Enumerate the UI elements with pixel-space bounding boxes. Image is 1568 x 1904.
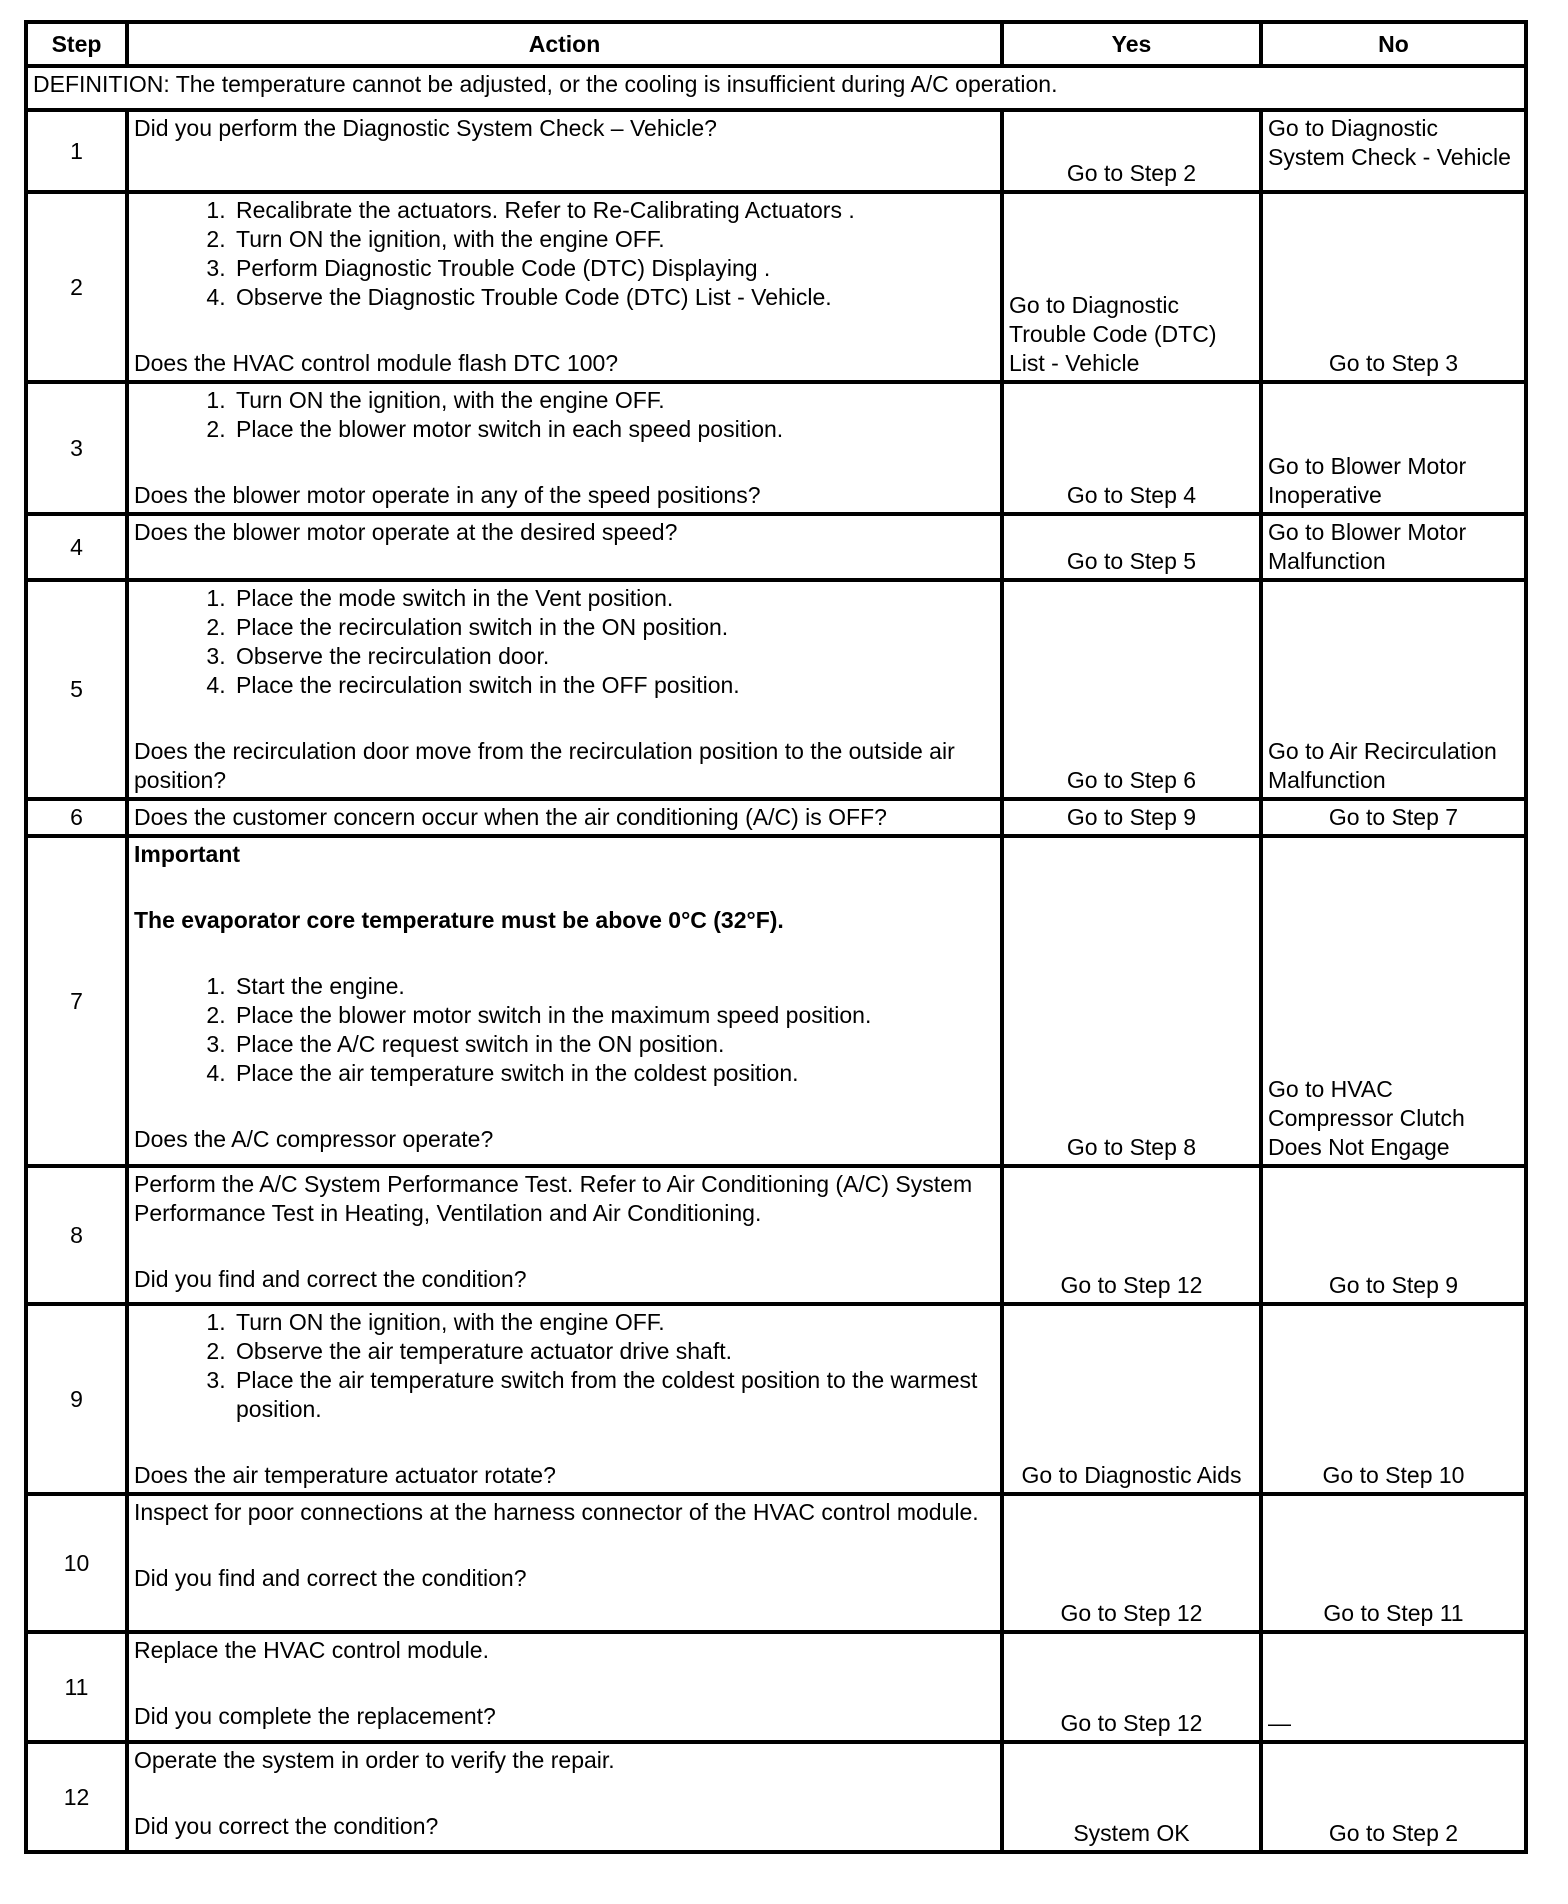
step-question: Did you perform the Diagnostic System Check – Vehicle? (134, 115, 717, 141)
yes-result[interactable]: Go to Step 2 (1002, 110, 1261, 192)
important-note: The evaporator core temperature must be above 0°C (32°F). (134, 907, 784, 933)
header-step: Step (26, 22, 127, 66)
step-number: 7 (26, 836, 127, 1166)
procedure-item: 3. Observe the recirculation door. (232, 642, 995, 671)
action-cell (127, 1742, 1002, 1852)
yes-result[interactable]: Go to Step 12 (1002, 1166, 1261, 1304)
table-row (26, 1304, 1526, 1494)
table-row (26, 1166, 1526, 1304)
action-cell (127, 192, 1002, 382)
no-result[interactable]: Go to Air Recirculation Malfunction (1261, 580, 1526, 799)
yes-result[interactable]: Go to Step 9 (1002, 799, 1261, 836)
header-row (26, 22, 1526, 66)
procedure-item: 2. Turn ON the ignition, with the engine OFF. (232, 225, 995, 254)
yes-result[interactable]: Go to Diagnostic Aids (1002, 1304, 1261, 1494)
step-question: Does the A/C compressor operate? (134, 1126, 494, 1152)
step-number: 10 (26, 1494, 127, 1632)
step-question: Does the HVAC control module flash DTC 100? (134, 350, 619, 376)
no-result[interactable]: Go to Step 9 (1261, 1166, 1526, 1304)
procedure-list (134, 584, 995, 700)
step-question: Does the blower motor operate at the desired speed? (134, 519, 678, 545)
header-yes: Yes (1002, 22, 1261, 66)
procedure-item: 3. Place the A/C request switch in the ON position. (232, 1030, 995, 1059)
procedure-item: 2. Observe the air temperature actuator drive shaft. (232, 1337, 995, 1366)
no-result[interactable]: Go to Blower Motor Malfunction (1261, 514, 1526, 580)
procedure-item: 1. Recalibrate the actuators. Refer to Re-Calibrating Actuators . (232, 196, 995, 225)
no-result[interactable]: Go to Step 11 (1261, 1494, 1526, 1632)
table-row (26, 1494, 1526, 1632)
yes-result[interactable]: Go to Step 4 (1002, 382, 1261, 514)
step-intro: Replace the HVAC control module. (134, 1637, 489, 1663)
step-intro: Perform the A/C System Performance Test. Refer to Air Conditioning (A/C) System Performance Test in Heating, Ventilation and Air Conditioning. (134, 1171, 973, 1226)
table-row (26, 1742, 1526, 1852)
procedure-list (134, 386, 995, 444)
important-label: Important (134, 841, 241, 867)
action-cell (127, 1166, 1002, 1304)
definition-text: DEFINITION: The temperature cannot be adjusted, or the cooling is insufficient during A/C operation. (26, 66, 1526, 110)
procedure-item: 3. Perform Diagnostic Trouble Code (DTC) Displaying . (232, 254, 995, 283)
step-question: Did you find and correct the condition? (134, 1565, 527, 1591)
no-result[interactable]: Go to Blower Motor Inoperative (1261, 382, 1526, 514)
no-result[interactable]: Go to Step 2 (1261, 1742, 1526, 1852)
table-row (26, 1632, 1526, 1742)
step-question: Does the customer concern occur when the air conditioning (A/C) is OFF? (134, 804, 887, 830)
procedure-item: 3. Place the air temperature switch from the coldest position to the warmest position. (232, 1366, 995, 1424)
definition-row (26, 66, 1526, 110)
action-cell (127, 799, 1002, 836)
step-number: 5 (26, 580, 127, 799)
no-result[interactable]: Go to Diagnostic System Check - Vehicle (1261, 110, 1526, 192)
action-cell (127, 1494, 1002, 1632)
action-cell (127, 580, 1002, 799)
no-result[interactable]: Go to Step 7 (1261, 799, 1526, 836)
action-cell (127, 514, 1002, 580)
table-row (26, 836, 1526, 1166)
procedure-item: 1. Turn ON the ignition, with the engine OFF. (232, 1308, 995, 1337)
no-result: — (1261, 1632, 1526, 1742)
no-result[interactable]: Go to HVAC Compressor Clutch Does Not Engage (1261, 836, 1526, 1166)
yes-result[interactable]: Go to Step 12 (1002, 1632, 1261, 1742)
step-question: Does the air temperature actuator rotate? (134, 1462, 556, 1488)
no-result[interactable]: Go to Step 10 (1261, 1304, 1526, 1494)
step-number: 4 (26, 514, 127, 580)
procedure-item: 1. Start the engine. (232, 972, 995, 1001)
step-number: 12 (26, 1742, 127, 1852)
procedure-item: 1. Place the mode switch in the Vent position. (232, 584, 995, 613)
step-intro: Operate the system in order to verify the repair. (134, 1747, 615, 1773)
action-cell (127, 1304, 1002, 1494)
diagnostic-table (24, 20, 1528, 1854)
yes-result[interactable]: Go to Step 12 (1002, 1494, 1261, 1632)
step-question: Did you find and correct the condition? (134, 1266, 527, 1292)
procedure-item: 4. Place the air temperature switch in the coldest position. (232, 1059, 995, 1088)
yes-result[interactable]: Go to Step 6 (1002, 580, 1261, 799)
step-number: 6 (26, 799, 127, 836)
step-number: 8 (26, 1166, 127, 1304)
procedure-list (134, 196, 995, 312)
procedure-item: 4. Place the recirculation switch in the OFF position. (232, 671, 995, 700)
action-cell (127, 836, 1002, 1166)
header-action: Action (127, 22, 1002, 66)
step-number: 9 (26, 1304, 127, 1494)
procedure-list (134, 972, 995, 1088)
step-question: Did you complete the replacement? (134, 1703, 496, 1729)
procedure-list (134, 1308, 995, 1424)
procedure-item: 2. Place the recirculation switch in the ON position. (232, 613, 995, 642)
yes-result[interactable]: Go to Diagnostic Trouble Code (DTC) List - Vehicle (1002, 192, 1261, 382)
step-number: 3 (26, 382, 127, 514)
procedure-item: 4. Observe the Diagnostic Trouble Code (DTC) List - Vehicle. (232, 283, 995, 312)
procedure-item: 1. Turn ON the ignition, with the engine OFF. (232, 386, 995, 415)
step-intro: Inspect for poor connections at the harness connector of the HVAC control module. (134, 1499, 979, 1525)
table-row (26, 192, 1526, 382)
yes-result[interactable]: Go to Step 8 (1002, 836, 1261, 1166)
table-row (26, 514, 1526, 580)
table-row (26, 799, 1526, 836)
table-row (26, 580, 1526, 799)
step-question: Did you correct the condition? (134, 1813, 439, 1839)
step-number: 1 (26, 110, 127, 192)
action-cell (127, 110, 1002, 192)
step-number: 2 (26, 192, 127, 382)
step-question: Does the blower motor operate in any of the speed positions? (134, 482, 761, 508)
procedure-item: 2. Place the blower motor switch in the maximum speed position. (232, 1001, 995, 1030)
header-no: No (1261, 22, 1526, 66)
yes-result[interactable]: Go to Step 5 (1002, 514, 1261, 580)
step-number: 11 (26, 1632, 127, 1742)
table-row (26, 382, 1526, 514)
yes-result: System OK (1002, 1742, 1261, 1852)
no-result[interactable]: Go to Step 3 (1261, 192, 1526, 382)
procedure-item: 2. Place the blower motor switch in each speed position. (232, 415, 995, 444)
step-question: Does the recirculation door move from the recirculation position to the outside air position? (134, 738, 955, 793)
table-row (26, 110, 1526, 192)
action-cell (127, 1632, 1002, 1742)
action-cell (127, 382, 1002, 514)
